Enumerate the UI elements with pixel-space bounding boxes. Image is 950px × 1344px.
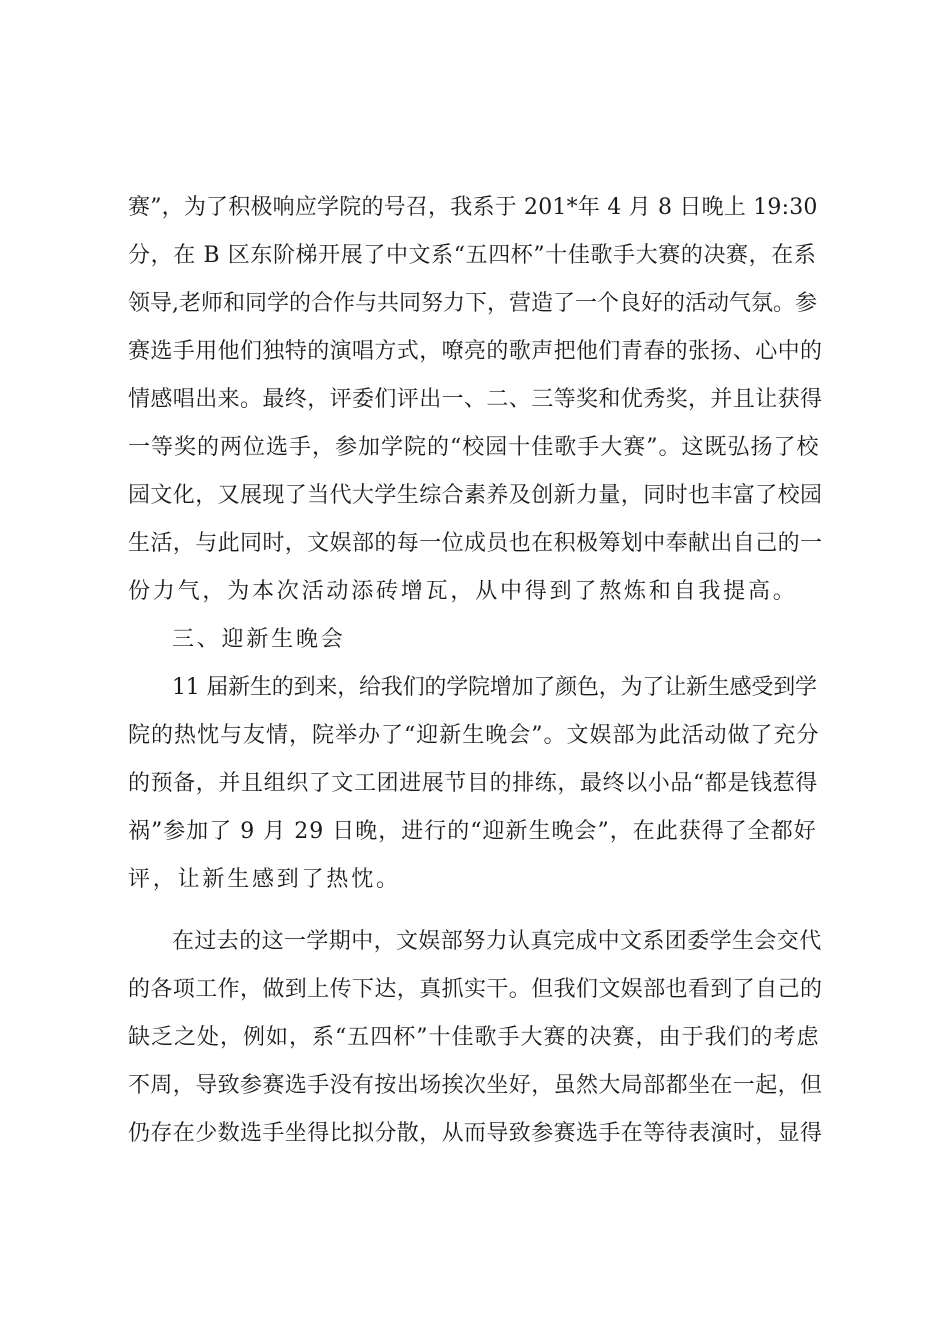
paragraph-2-line-1: 11 届新生的到来，给我们的学院增加了颜色，为了让新生感受到学 [172, 675, 817, 700]
paragraph-3-line-5: 仍存在少数选手坐得比拟分散，从而导致参赛选手在等待表演时，显得 [128, 1121, 823, 1146]
paragraph-1-line-8: 生活，与此同时，文娱部的每一位成员也在积极筹划中奉献出自己的一 [128, 531, 823, 556]
paragraph-1-line-2: 分，在 B 区东阶梯开展了中文系“五四杯”十佳歌手大赛的决赛，在系 [128, 243, 817, 268]
paragraph-2-line-3: 的预备，并且组织了文工团进展节目的排练，最终以小品“都是钱惹得 [128, 771, 818, 796]
paragraph-1-line-1: 赛”，为了积极响应学院的号召，我系于 201*年 4 月 8 日晚上 19:30 [128, 195, 818, 220]
paragraph-3-line-3: 缺乏之处，例如，系“五四杯”十佳歌手大赛的决赛，由于我们的考虑 [128, 1025, 820, 1050]
paragraph-1-line-5: 情感唱出来。最终，评委们评出一、二、三等奖和优秀奖，并且让获得 [128, 387, 823, 412]
paragraph-2-line-5: 评，让新生感到了热忱。 [128, 867, 401, 892]
paragraph-1-line-6: 一等奖的两位选手，参加学院的“校园十佳歌手大赛”。这既弘扬了校 [128, 435, 820, 460]
paragraph-3-line-4: 不周，导致参赛选手没有按出场挨次坐好，虽然大局部都坐在一起，但 [128, 1073, 823, 1098]
paragraph-1-line-7: 园文化，又展现了当代大学生综合素养及创新力量，同时也丰富了校园 [128, 483, 823, 508]
section-heading: 三、迎新生晚会 [172, 627, 346, 652]
paragraph-1-line-4: 赛选手用他们独特的演唱方式，嘹亮的歌声把他们青春的张扬、心中的 [128, 339, 823, 364]
paragraph-1-line-3: 领导,老师和同学的合作与共同努力下，营造了一个良好的活动气氛。参 [128, 291, 817, 316]
paragraph-3-line-2: 的各项工作，做到上传下达，真抓实干。但我们文娱部也看到了自己的 [128, 977, 823, 1002]
paragraph-1-line-9: 份力气，为本次活动添砖增瓦，从中得到了熬炼和自我提高。 [128, 579, 798, 604]
paragraph-2-line-4: 祸”参加了 9 月 29 日晚，进行的“迎新生晚会”，在此获得了全都好 [128, 819, 817, 844]
paragraph-3-line-1: 在过去的这一学期中，文娱部努力认真完成中文系团委学生会交代 [172, 929, 822, 954]
paragraph-2-line-2: 院的热忱与友情，院举办了“迎新生晚会”。文娱部为此活动做了充分 [128, 723, 820, 748]
